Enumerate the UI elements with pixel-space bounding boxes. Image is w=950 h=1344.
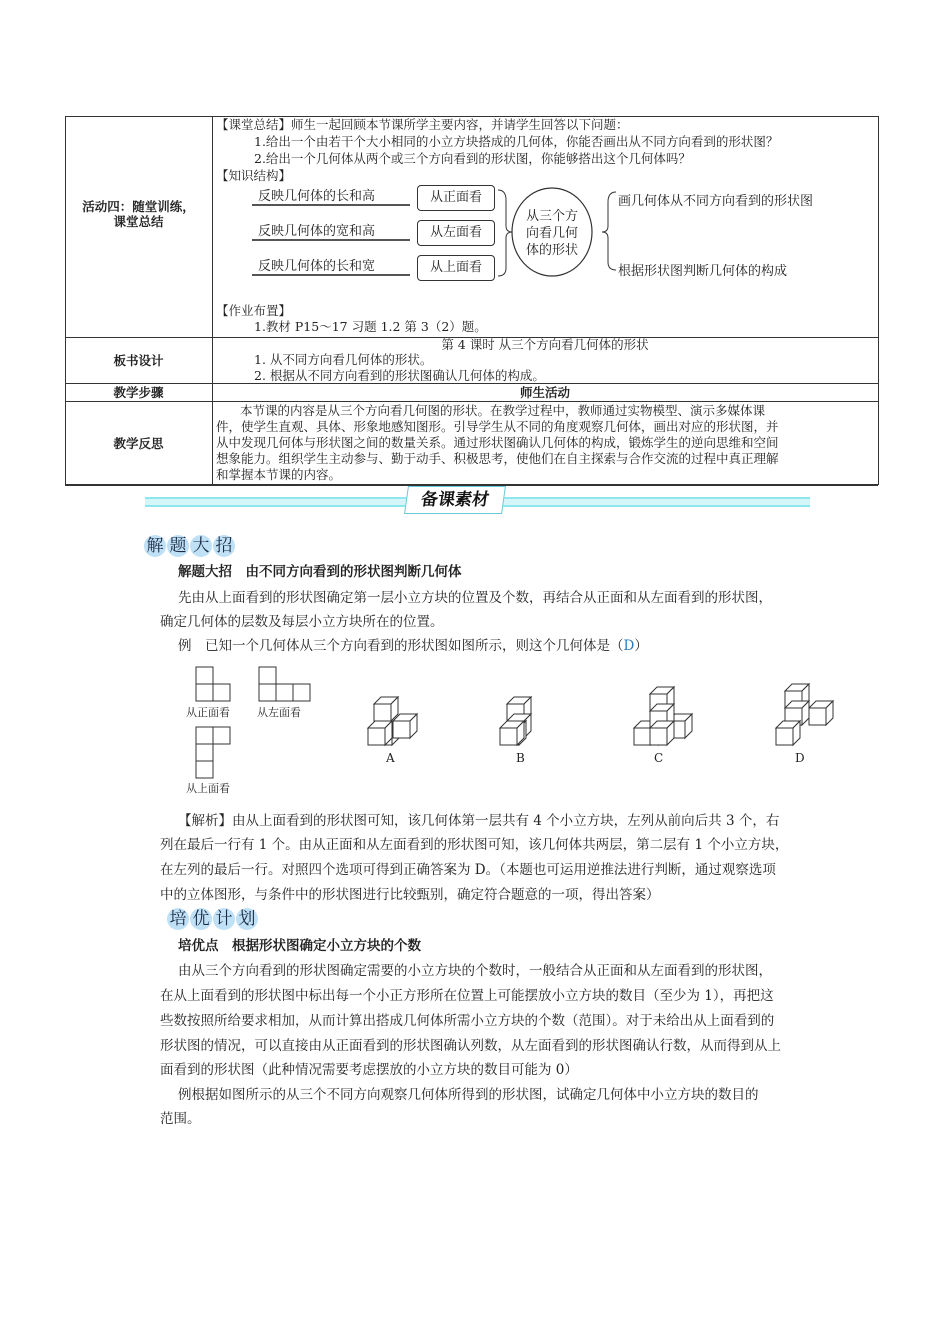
example-line: 例根据如图所示的从三个不同方向观察几何体所得到的形状图，试确定几何体中小立方块的数目的 [178,1087,759,1103]
analysis-line: 在左列的最后一行。对照四个选项可得到正确答案为 D。（本题也可运用逆推法进行判断，通过观察选项 [160,862,776,878]
analysis-line: 列在最后一行有 1 个。由从正面和从左面看到的形状图可知，该几何体共两层，第二层有 1 个小立方块， [160,837,789,853]
option-b-label: B [516,751,525,765]
diagram-left-2: 反映几何体的宽和高 [252,223,410,241]
banner-title: 备课素材 [404,486,506,514]
diagram-left-3: 反映几何体的长和宽 [252,258,410,276]
paragraph-line: 在从上面看到的形状图中标出每一个小正方形所在位置上可能摆放小立方块的数目（至少为 1），再把这 [160,988,774,1004]
summary-title: 【课堂总结】师生一起回顾本节课所学主要内容，并请学生回答以下问题： [216,117,629,132]
section2-heading: 培优点 根据形状图确定小立方块的个数 [178,938,421,954]
badge-char: 划 [236,908,258,930]
badge-char: 大 [190,535,212,557]
paragraph-line: 面看到的形状图（此种情况需要考虑摆放的小立方块的数目可能为 0） [160,1062,578,1078]
badge-char: 招 [213,535,235,557]
center-line: 体的形状 [525,243,578,258]
example-line: 范围。 [160,1111,201,1127]
view-cell [259,684,276,701]
example-answer: D [623,638,635,654]
view-cell [196,744,213,761]
section1-heading: 解题大招 由不同方向看到的形状图判断几何体 [178,564,462,580]
view-label-left: 从左面看 [257,706,301,719]
diagram-left-1: 反映几何体的长和高 [252,188,410,206]
view-label-front: 从正面看 [186,706,230,719]
homework-title: 【作业布置】 [216,303,292,318]
view-label-top: 从上面看 [186,782,230,795]
view-cell [213,727,230,744]
example-figures [180,660,840,800]
reflection-line: 从中发现几何体与形状图之间的数量关系。通过形状图确认几何体的构成，锻炼学生的逆向思维和空间 [216,435,779,450]
question-1: 1.给出一个由若干个大小相同的小立方块搭成的几何体，你能否画出从不同方向看到的形状图？ [254,134,779,149]
badge-char: 培 [167,908,189,930]
table-border [878,116,879,485]
badge-char: 题 [167,535,189,557]
view-cell [196,684,213,701]
example-question [178,638,648,654]
analysis-line: 【解析】由从上面看到的形状图可知，该几何体第一层共有 4 个小立方块，左列从前向后共 3 个，右 [178,813,780,829]
view-cell [259,667,276,684]
paragraph-line: 些数按照所给要求相加，从而计算出搭成几何体所需小立方块的个数（范围）。对于未给出从上面看到的 [160,1013,775,1029]
structure-title: 【知识结构】 [216,168,292,183]
board-title: 第 4 课时 从三个方向看几何体的形状 [441,337,649,352]
example-end: ） [634,638,648,654]
cube-front [650,728,667,745]
badge-char: 优 [190,908,212,930]
label-line: 课堂总结 [113,214,164,229]
view-cell [196,761,213,778]
table-border [212,116,213,485]
analysis-line: 中的立体图形，与条件中的形状图进行比较甄别，确定符合题意的一项，得出答案） [160,887,660,903]
center-line: 向看几何 [525,226,578,241]
option-d-label: D [795,751,805,765]
option-c-label: C [654,751,664,765]
view-cell [276,684,293,701]
homework-item: 1.教材 P15～17 习题 1.2 第 3（2）题。 [254,319,487,334]
row-label-activity4 [65,199,212,229]
table-border [65,116,66,485]
cube-front [393,721,410,738]
paragraph-line: 由从三个方向看到的形状图确定需要的小立方块的个数时，一般结合从正面和从左面看到的形状图， [178,963,772,979]
cube-front [634,728,651,745]
view-cell [213,684,230,701]
badge-char: 计 [213,908,235,930]
cube-front [368,728,385,745]
cube-front [776,728,793,745]
diagram-right-2: 根据形状图判断几何体的构成 [618,264,788,279]
cube-front [374,704,391,721]
row-label-reflection: 教学反思 [113,436,164,451]
row-label-steps: 教学步骤 [113,385,164,400]
view-cell [196,727,213,744]
label-line: 活动四：随堂训练， [82,199,195,214]
reflection-line: 本节课的内容是从三个方向看几何图的形状。在教学过程中，教师通过实物模型、演示多媒体课 [240,403,766,418]
reflection-line: 想象能力。组织学生主动参与、勤于动手、积极思考，使他们在自主探索与合作交流的过程中真正理解 [216,451,779,466]
reflection-line: 和掌握本节课的内容。 [216,467,342,482]
diagram-box-top: 从上面看 [417,255,495,281]
center-line: 从三个方 [525,209,578,224]
section-badge-tips [144,535,236,558]
diagram-right-1: 画几何体从不同方向看到的形状图 [618,194,814,209]
paragraph-line: 形状图的情况，可以直接由从正面看到的形状图确认列数，从左面看到的形状图确认行数，从而得到从上 [160,1038,781,1054]
reflection-line: 件，使学生直观、具体、形象地感知图形。引导学生从不同的角度观察几何体，画出对应的形状图，并 [216,419,779,434]
diagram-center [515,208,589,259]
cube-front [809,708,826,725]
view-cell [293,684,310,701]
paragraph-line: 确定几何体的层数及每层小立方块所在的位置。 [160,614,444,630]
badge-char: 解 [144,535,166,557]
section-badge-advanced [167,908,259,931]
table-border [65,401,878,402]
board-item-2: 2. 根据从不同方向看到的形状图确认几何体的构成。 [254,368,545,383]
option-a-label: A [386,751,395,765]
diagram-box-front: 从正面看 [417,185,495,211]
cube-front [500,728,517,745]
paragraph-line: 先由从上面看到的形状图确定第一层小立方块的位置及个数，再结合从正面和从左面看到的形状图， [178,590,772,606]
table-border [65,383,878,384]
view-cell [196,667,213,684]
board-item-1: 1. 从不同方向看几何体的形状。 [254,352,433,367]
example-text: 例 已知一个几何体从三个方向看到的形状图如图所示，则这个几何体是（ [178,638,624,654]
question-2: 2.给出一个几何体从两个或三个方向看到的形状图，你能够搭出这个几何体吗？ [254,151,691,166]
steps-value: 师生活动 [519,385,570,400]
row-label-board: 板书设计 [113,353,164,368]
diagram-box-left: 从左面看 [417,220,495,246]
